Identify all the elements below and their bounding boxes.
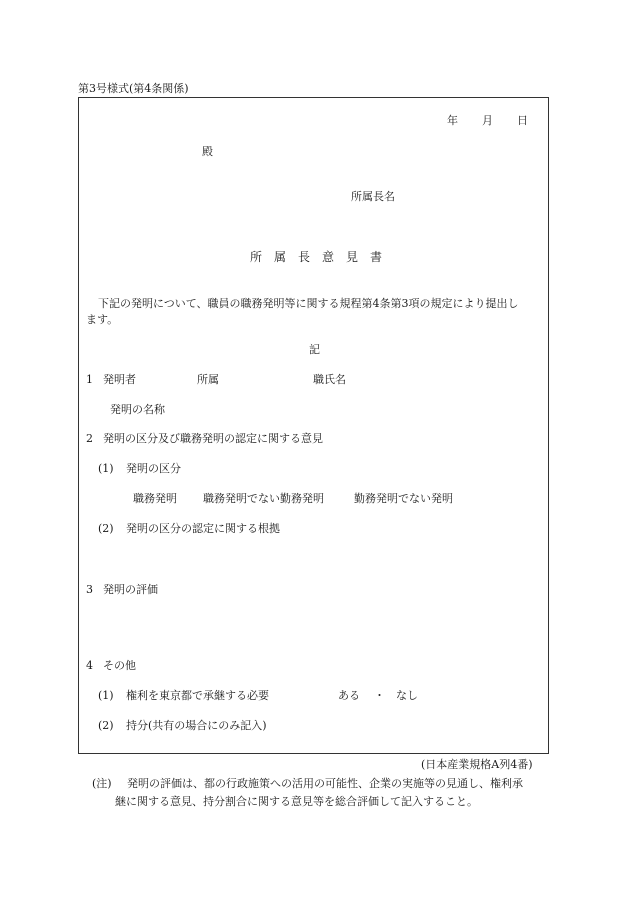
note-line2: 継に関する意見、持分割合に関する意見等を総合評価して記入すること。 (115, 795, 478, 808)
section4-sub1-title: 権利を東京都で承継する必要 (126, 689, 269, 702)
intro-line1: 下記の発明について、職員の職務発明等に関する規程第4条第3項の規定により提出し (98, 297, 519, 310)
note-line1: 発明の評価は、都の行政施策への活用の可能性、企業の実施等の見通し、権利承 (127, 777, 523, 790)
option-yes: ある (338, 689, 360, 702)
option-shokumu: 職務発明 (133, 492, 177, 505)
note-label: (注) (92, 777, 112, 790)
option-other: 勤務発明でない発明 (354, 492, 453, 505)
addressee-suffix: 殿 (202, 145, 213, 158)
date-year: 年 (447, 114, 458, 127)
section2-sub1-number: (1) (98, 462, 114, 475)
inventor-label: 発明者 (103, 373, 136, 386)
section4-sub2-title: 持分(共有の場合にのみ記入) (126, 719, 267, 732)
date-day: 日 (517, 114, 528, 127)
section2-sub2-title: 発明の区分の認定に関する根拠 (126, 522, 280, 535)
section3-title: 発明の評価 (103, 583, 158, 596)
section2-sub1-title: 発明の区分 (126, 462, 181, 475)
form-frame (78, 97, 549, 754)
form-number: 第3号様式(第4条関係) (78, 82, 189, 95)
invention-name-label: 発明の名称 (110, 403, 165, 416)
sender-label: 所属長名 (351, 190, 395, 203)
section4-sub2-number: (2) (98, 719, 114, 732)
option-separator: ・ (374, 689, 385, 702)
section4-sub1-number: (1) (98, 689, 114, 702)
option-no: なし (396, 689, 418, 702)
position-name-label: 職氏名 (313, 373, 346, 386)
section2-title: 発明の区分及び職務発明の認定に関する意見 (103, 432, 323, 445)
section3-number: 3 (86, 583, 93, 596)
section1-number: 1 (86, 373, 93, 386)
date-month: 月 (482, 114, 493, 127)
section4-title: その他 (103, 659, 136, 672)
section2-number: 2 (86, 432, 93, 445)
ki-label: 記 (309, 343, 320, 356)
section4-number: 4 (86, 659, 93, 672)
section2-sub2-number: (2) (98, 522, 114, 535)
paper-size-note: (日本産業規格A列4番) (421, 758, 533, 771)
document-title: 所 属 長 意 見 書 (250, 250, 383, 264)
intro-line2: ます。 (86, 313, 119, 326)
option-kinmu: 職務発明でない勤務発明 (203, 492, 324, 505)
affiliation-label: 所属 (197, 373, 219, 386)
